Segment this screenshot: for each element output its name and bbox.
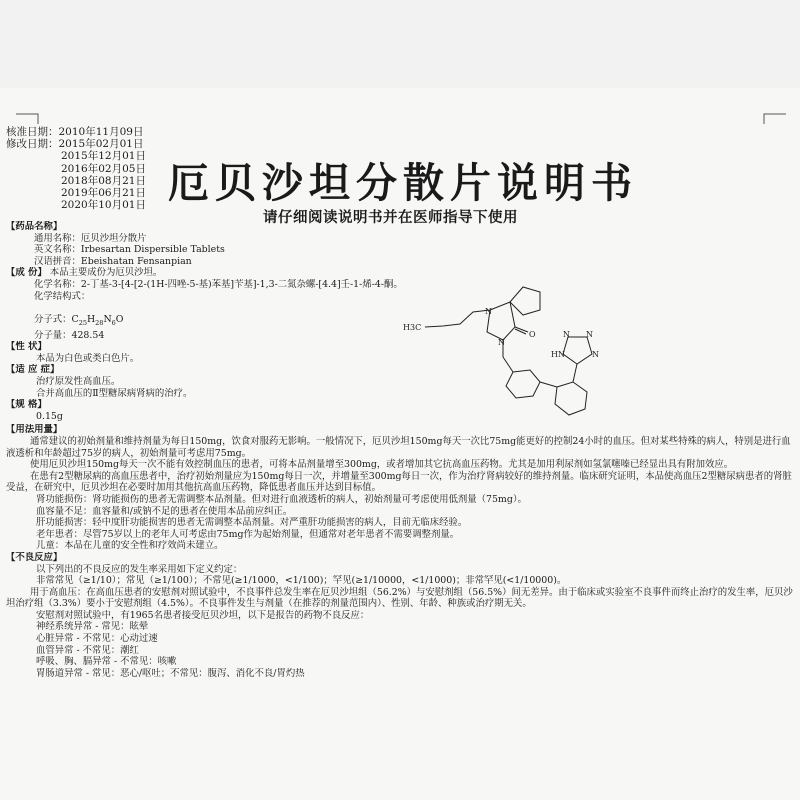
molecular-formula: $C_{25}H_{28}N_6O$ [71,314,124,328]
revision-date: 2020年10月01日 [61,199,146,212]
adverse-placebo-intro: 安慰剂对照试验中，有1965名患者接受厄贝沙坦，以下是报告的药物不良反应： [36,609,370,621]
structure-n3: N [592,350,599,359]
adverse-item: 呼吸、胸、膈异常 - 不常见：咳嗽 [36,656,177,668]
adverse-item: 心脏异常 - 不常见：心动过速 [36,633,158,645]
formula-prefix: 分子式： [34,314,72,326]
revision-date: 核准日期：2010年11月09日 [6,126,144,138]
dosage-paragraph: 肝功能损害：轻中度肝功能损害的患者无需调整本品剂量。对严重肝功能损害的病人，目前无临床经验。 [36,517,468,529]
revision-date: 2016年02月05日 [61,162,146,175]
structure-label: 化学结构式： [34,290,91,302]
indication-line: 治疗原发性高血压。 [36,376,121,387]
generic-name: 通用名称：厄贝沙坦分散片 [34,232,147,244]
properties-text: 本品为白色或类白色片。 [36,352,140,364]
adverse-item: 血管异常 - 不常见：潮红 [36,644,139,656]
adverse-item: 神经系统异常 - 常见：眩晕 [36,621,149,633]
chemical-structure [395,282,635,442]
molecular-weight: 分子量：428.54 [34,329,105,341]
revision-date: 2018年08月21日 [61,174,146,187]
adverse-item: 胃肠道异常 - 常见：恶心/呕吐；不常见：腹泻、消化不良/胃灼热 [36,667,305,679]
section-header-spec: 【规 格】 [6,399,47,411]
dosage-paragraph: 老年患者：尽管75岁以上的老年人可考虑由75mg作为起始剂量，但通常对老年患者不需要调整剂量。 [36,528,460,540]
dosage-paragraph: 血容量不足：血容量和/或钠不足的患者在使用本品前应纠正。 [36,505,293,517]
section-header-drug-name: 【药品名称】 [6,221,63,232]
composition-main: 本品主要成份为厄贝沙坦。 [49,267,163,279]
dosage-paragraph: 通常建议的初始剂量和维持剂量为每日150mg，饮食对服药无影响。一般情况下，厄贝沙坦150mg每天一次比75mg能更好的控制24小时的血压。但对某些特殊的病人，特别是进行血液透析和年龄超过75岁的病人，初始剂量可考虑用75mg。 [6,435,791,459]
dosage-paragraph: 使用厄贝沙坦150mg每天一次不能有效控制血压的患者，可将本品剂量增至300mg，或者增加其它抗高血压药物。尤其是加用利尿剂如氢氯噻嗪已经显出具有附加效应。 [30,459,734,471]
revision-date: 修改日期：2015年02月01日 [6,138,144,151]
dosage-paragraph: 儿童：本品在儿童的安全性和疗效尚未建立。 [36,540,224,552]
revision-date: 2015年12月01日 [61,150,146,163]
section-header-indications: 【适 应 症】 [6,364,60,376]
chemical-name: 化学名称：2-丁基-3-[4-[2-(1H-四唑-5-基)苯基]苄基]-1,3-二氮杂螺-[4.4]壬-1-烯-4-酮。 [34,278,403,290]
adverse-frequency: 非常常见（≥1/10）；常见（≥1/100）；不常见(≥1/1000，<1/100)；罕见(≥1/10000，<1/1000)；非常罕见(<1/10000)。 [36,575,567,587]
section-header-dosage: 【用法用量】 [6,424,63,436]
adverse-hypertension: 用于高血压：在高血压患者的安慰剂对照试验中，不良事件总发生率在厄贝沙坦组（56.2%）与安慰剂组（56.5%）间无差异。由于临床或实验室不良事件而终止治疗的发生率，厄贝沙坦治疗组（3.3%）要小于安慰剂组（4.5%）。不良事件发生与剂量（在推荐的剂量范围内）、性别、年龄、种族或治疗期无关。 [6,586,793,610]
document-subtitle: 请仔细阅读说明书并在医师指导下使用 [263,210,518,226]
section-header-adverse: 【不良反应】 [6,551,63,563]
structure-n1: N [563,330,570,339]
adverse-intro: 以下列出的不良反应的发生率采用如下定义约定： [36,563,243,575]
dosage-paragraph: 肾功能损伤：肾功能损伤的患者无需调整本品剂量。但对进行血液透析的病人，初始剂量可考虑使用低剂量（75mg）。 [36,493,527,505]
revision-date: 2019年06月21日 [61,187,146,200]
revision-dates [6,126,146,211]
structure-n-amide: N [498,338,505,347]
structure-n-ring: N [485,307,492,316]
pinyin-name: 汉语拼音：Ebeishatan Fensanpian [34,255,192,267]
structure-nh: HN [551,350,565,359]
composition-row [6,267,794,279]
english-name: 英文名称：Irbesartan Dispersible Tablets [34,244,225,256]
section-header-properties: 【性 状】 [6,341,47,353]
section-header-composition: 【成 份】 [6,267,47,279]
spec-text: 0.15g [36,410,63,422]
structure-oxygen: O [529,330,536,339]
structure-n2: N [586,330,593,339]
structure-methyl: H3C [403,323,422,332]
indication-line: 合并高血压的Ⅱ型糖尿病肾病的治疗。 [36,387,193,399]
corner-mark-right [762,112,788,128]
dosage-paragraph: 在患有2型糖尿病的高血压患者中，治疗初始剂量应为150mg每日一次，并增量至300mg每日一次，作为治疗肾病较好的维持剂量。临床研究证明，本品使高血压2型糖尿病患者的肾脏受益，在研究中，厄贝沙坦在必要时加用其他抗高血压药物，降低患者血压并达到目标值。 [6,470,792,494]
document-title: 厄贝沙坦分散片说明书 [168,159,638,207]
